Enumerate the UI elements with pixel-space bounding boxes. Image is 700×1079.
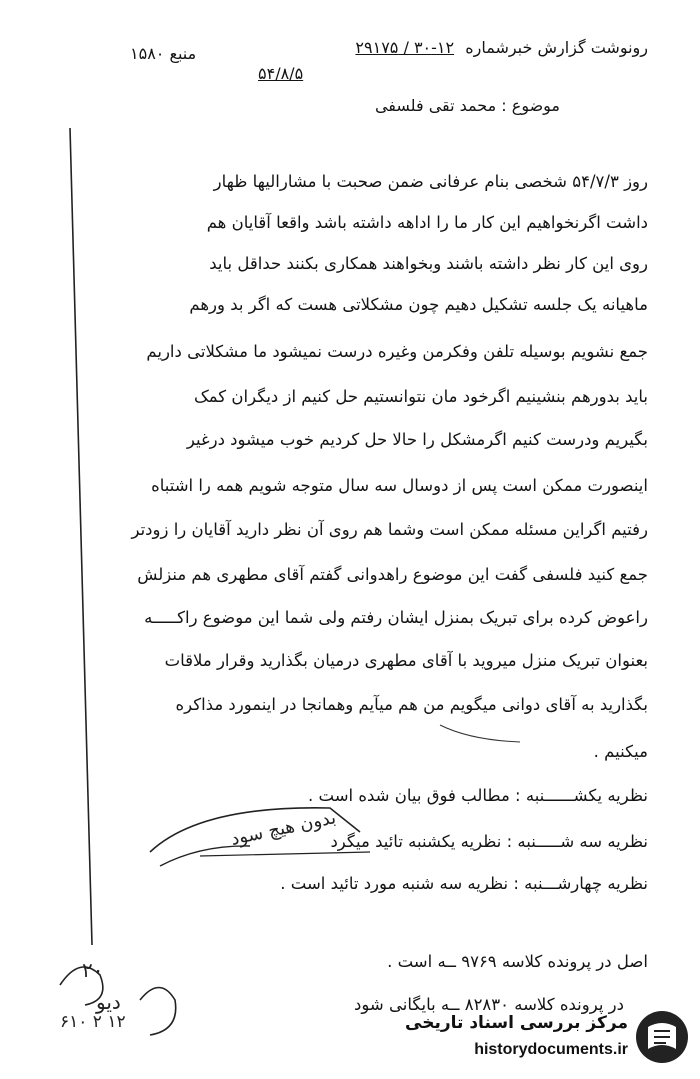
body-line: بگیریم ودرست کنیم اگرمشکل را حالا حل کردیم خوب میشود درغیر <box>186 430 648 449</box>
body-line: بگذارید به آقای دوانی میگویم من هم میآیم وهمانجا در اینمورد مذاکره <box>175 695 648 714</box>
body-line: میکنیم . <box>593 742 648 761</box>
body-line: روز ۵۴/۷/۳ شخصی بنام عرفانی ضمن صحبت با مشارالیها ظهار <box>213 172 648 191</box>
body-line: ماهیانه یک جلسه تشکیل دهیم چون مشکلاتی هست که اگر بد ورهم <box>189 295 648 314</box>
body-line: جمع نشویم بوسیله تلفن وفکرمن وغیره درست نمیشود ما مشکلاتی داریم <box>146 342 648 361</box>
opinion-wednesday: نظریه چهارشـــنبه : نظریه سه شنبه مورد تائید است . <box>280 874 648 893</box>
report-number: ۱۲-۳۰ / ۲۹۱۷۵ <box>355 38 455 57</box>
report-title <box>355 38 648 57</box>
archive-name: مرکز بررسی اسناد تاریخی <box>405 1013 628 1033</box>
body-line: داشت اگرنخواهیم این کار ما را اداهه داشته باشد واقعا آقایان هم <box>206 213 648 232</box>
stamp-note: بدون هیچ سود <box>228 807 338 850</box>
archive-emblem-icon <box>634 1009 690 1065</box>
body-line: باید بدورهم بنشینیم اگرخود مان نتوانستیم حل کنیم از دیگران کمک <box>194 387 648 406</box>
handwritten-note: ۲۰ <box>82 958 104 982</box>
source-label: منبع ۱۵۸۰ <box>130 44 197 63</box>
title-prefix: رونوشت گزارش خبرشماره <box>465 38 648 57</box>
body-line: روی این کار نظر داشته باشند وبخواهند همکاری بکنند حداقل باید <box>209 254 648 273</box>
archive-logo <box>400 1005 690 1071</box>
body-line: راعوض کرده برای تبریک بمنزل ایشان رفتم ولی شما این موضوع راکـــــه <box>144 608 648 627</box>
subject-line: موضوع : محمد تقی فلسفی <box>374 96 560 115</box>
handwritten-scribble: دیو <box>96 990 121 1014</box>
body-line: جمع کنید فلسفی گفت این موضوع راهدوانی گفتم آقای مطهری هم منزلش <box>137 565 648 584</box>
body-line: رفتیم اگراین مسئله ممکن است وشما هم روی آن نظر دارید آقایان را زودتر <box>131 520 648 539</box>
handwritten-numbers: ۶۱۰ ۲ ۱۲ <box>60 1012 126 1032</box>
archive-url: historydocuments.ir <box>474 1041 628 1058</box>
opinion-sunday: نظریه یکشــــــنبه : مطالب فوق بیان شده است . <box>308 786 648 805</box>
body-line: بعنوان تبریک منزل میروید با آقای مطهری درمیان بگذارید وقرار ملاقات <box>164 651 648 670</box>
opinion-tuesday: نظریه سه شـــــنبه : نظریه یکشنبه تائید میگرد <box>330 832 648 851</box>
report-date: ۵۴/۸/۵ <box>258 64 304 83</box>
original-file-note: اصل در پرونده کلاسه ۹۷۶۹ ــه است . <box>387 952 648 971</box>
copy-file-note: در پرونده کلاسه ۸۲۸۳۰ ــه بایگانی شود <box>354 995 624 1014</box>
body-line: اینصورت ممکن است پس از دوسال سه سال متوجه شویم همه را اشتباه <box>151 476 648 495</box>
